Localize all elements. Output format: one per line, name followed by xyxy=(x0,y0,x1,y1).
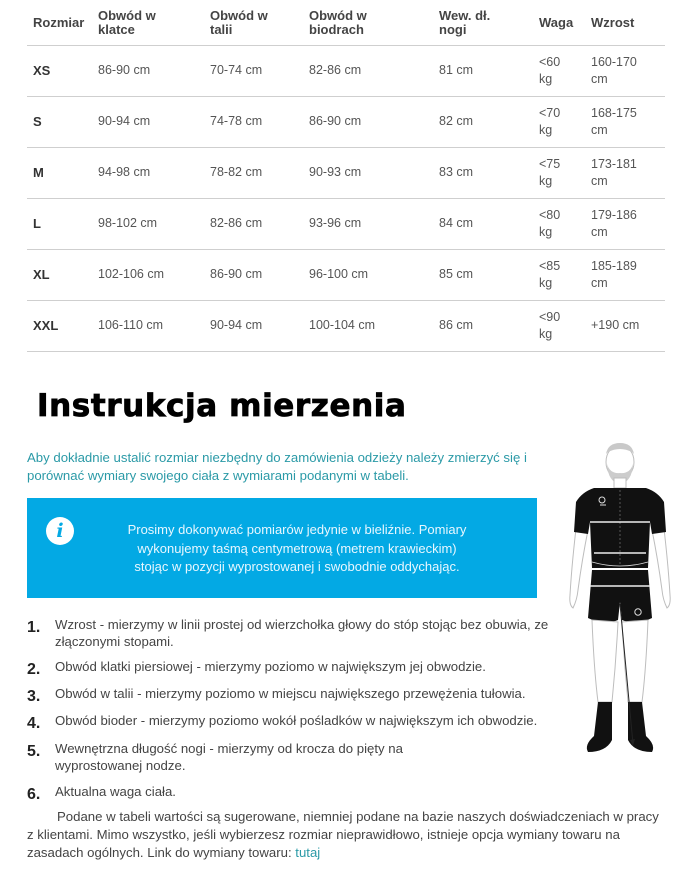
cell-inseam: 81 cm xyxy=(439,63,474,77)
exchange-link[interactable]: tutaj xyxy=(295,845,321,860)
cell-waist: 82-86 cm xyxy=(210,216,263,230)
cell-inseam: 85 cm xyxy=(439,267,474,281)
cell-hips: 90-93 cm xyxy=(309,165,362,179)
table-row xyxy=(27,147,665,198)
step-text: Wzrost - mierzymy w linii prostej od wierzchołka głowy do stóp stojąc bez obuwia, ze złączonymi stopami. xyxy=(55,617,549,649)
step-text: Obwód w talii - mierzymy poziomo w miejscu największego przewężenia tułowia. xyxy=(55,686,526,701)
cell-chest: 102-106 cm xyxy=(98,267,165,281)
step-text: Aktualna waga ciała. xyxy=(55,784,176,799)
step-number: 6. xyxy=(27,786,41,803)
cell-weight: <60 kg xyxy=(539,54,561,86)
cell-size: M xyxy=(33,165,44,180)
table-row xyxy=(27,249,665,300)
list-item xyxy=(27,685,567,712)
cell-hips: 96-100 cm xyxy=(309,267,369,281)
cell-inseam: 83 cm xyxy=(439,165,474,179)
header-size: Rozmiar xyxy=(33,15,85,31)
cell-hips: 86-90 cm xyxy=(309,114,362,128)
cell-chest: 90-94 cm xyxy=(98,114,151,128)
cell-waist: 78-82 cm xyxy=(210,165,263,179)
cell-chest: 86-90 cm xyxy=(98,63,151,77)
list-item xyxy=(27,616,567,658)
header-height: Wzrost xyxy=(591,15,635,31)
cell-waist: 74-78 cm xyxy=(210,114,263,128)
step-number: 4. xyxy=(27,715,41,732)
table-row xyxy=(27,45,665,96)
table-row xyxy=(27,198,665,249)
list-item xyxy=(27,740,567,783)
list-item xyxy=(27,658,567,685)
step-text: Obwód bioder - mierzymy poziomo wokół pośladków w największym ich obwodzie. xyxy=(55,713,538,728)
cell-waist: 70-74 cm xyxy=(210,63,263,77)
cell-hips: 93-96 cm xyxy=(309,216,362,230)
cell-weight: <75 kg xyxy=(539,156,561,188)
cell-inseam: 86 cm xyxy=(439,318,474,332)
table-row xyxy=(27,300,665,351)
cell-size: XL xyxy=(33,267,50,282)
body-measurement-figure-icon xyxy=(560,440,680,765)
cell-hips: 82-86 cm xyxy=(309,63,362,77)
cell-inseam: 84 cm xyxy=(439,216,474,230)
cell-waist: 90-94 cm xyxy=(210,318,263,332)
list-item xyxy=(27,712,567,740)
cell-height: 160-170 cm xyxy=(591,54,637,86)
cell-waist: 86-90 cm xyxy=(210,267,263,281)
cell-size: L xyxy=(33,216,41,231)
step-number: 3. xyxy=(27,688,41,705)
cell-weight: <85 kg xyxy=(539,258,561,290)
cell-chest: 98-102 cm xyxy=(98,216,158,230)
table-header-row xyxy=(27,0,665,45)
step-number: 5. xyxy=(27,743,41,760)
cell-weight: <70 kg xyxy=(539,105,561,137)
cell-height: 168-175 cm xyxy=(591,105,637,137)
cell-hips: 100-104 cm xyxy=(309,318,376,332)
info-text: Prosimy dokonywać pomiarów jedynie w bieliźnie. Pomiary wykonujemy taśmą centymetrową (metrem krawieckim) stojąc w pozycji wyprostowanej i swobodnie oddychając. xyxy=(127,522,467,574)
info-icon: i xyxy=(46,517,74,545)
cell-weight: <80 kg xyxy=(539,207,561,239)
page-title: Instrukcja mierzenia xyxy=(37,388,407,424)
list-item xyxy=(27,783,567,803)
cell-size: S xyxy=(33,114,42,129)
cell-size: XS xyxy=(33,63,51,78)
header-chest: Obwód w klatce xyxy=(98,8,156,38)
info-box xyxy=(27,498,537,598)
disclaimer-note: Podane w tabeli wartości są sugerowane, niemniej podane na bazie naszych doświadczeniach w pracy z klientami. Mimo wszystko, jeśli wybierzesz rozmiar nieprawidłowo, istnieje opcja wymiany towaru na zasadach ogólnych. Link do wymiany towaru: tutaj xyxy=(27,809,659,860)
header-hips: Obwód w biodrach xyxy=(309,8,367,38)
table-row xyxy=(27,96,665,147)
cell-height: 179-186 cm xyxy=(591,207,637,239)
measurement-steps xyxy=(27,616,567,803)
step-text: Obwód klatki piersiowej - mierzymy poziomo w największym jej obwodzie. xyxy=(55,659,486,674)
intro-text: Aby dokładnie ustalić rozmiar niezbędny do zamówienia odzieży należy zmierzyć się i porównać wymiary swojego ciała z wymiarami podanymi w tabeli. xyxy=(27,450,527,483)
cell-height: 173-181 cm xyxy=(591,156,637,188)
cell-weight: <90 kg xyxy=(539,309,561,341)
cell-height: 185-189 cm xyxy=(591,258,637,290)
header-weight: Waga xyxy=(539,15,574,31)
header-waist: Obwód w talii xyxy=(210,8,268,38)
step-text: Wewnętrzna długość nogi - mierzymy od krocza do pięty na wyprostowanej nodze. xyxy=(55,741,403,773)
step-number: 1. xyxy=(27,619,41,636)
cell-height: +190 cm xyxy=(591,318,640,332)
step-number: 2. xyxy=(27,661,41,678)
header-inseam: Wew. dł. nogi xyxy=(439,8,491,38)
cell-size: XXL xyxy=(33,318,59,333)
size-table xyxy=(27,0,665,352)
cell-chest: 106-110 cm xyxy=(98,318,164,332)
cell-chest: 94-98 cm xyxy=(98,165,151,179)
cell-inseam: 82 cm xyxy=(439,114,474,128)
